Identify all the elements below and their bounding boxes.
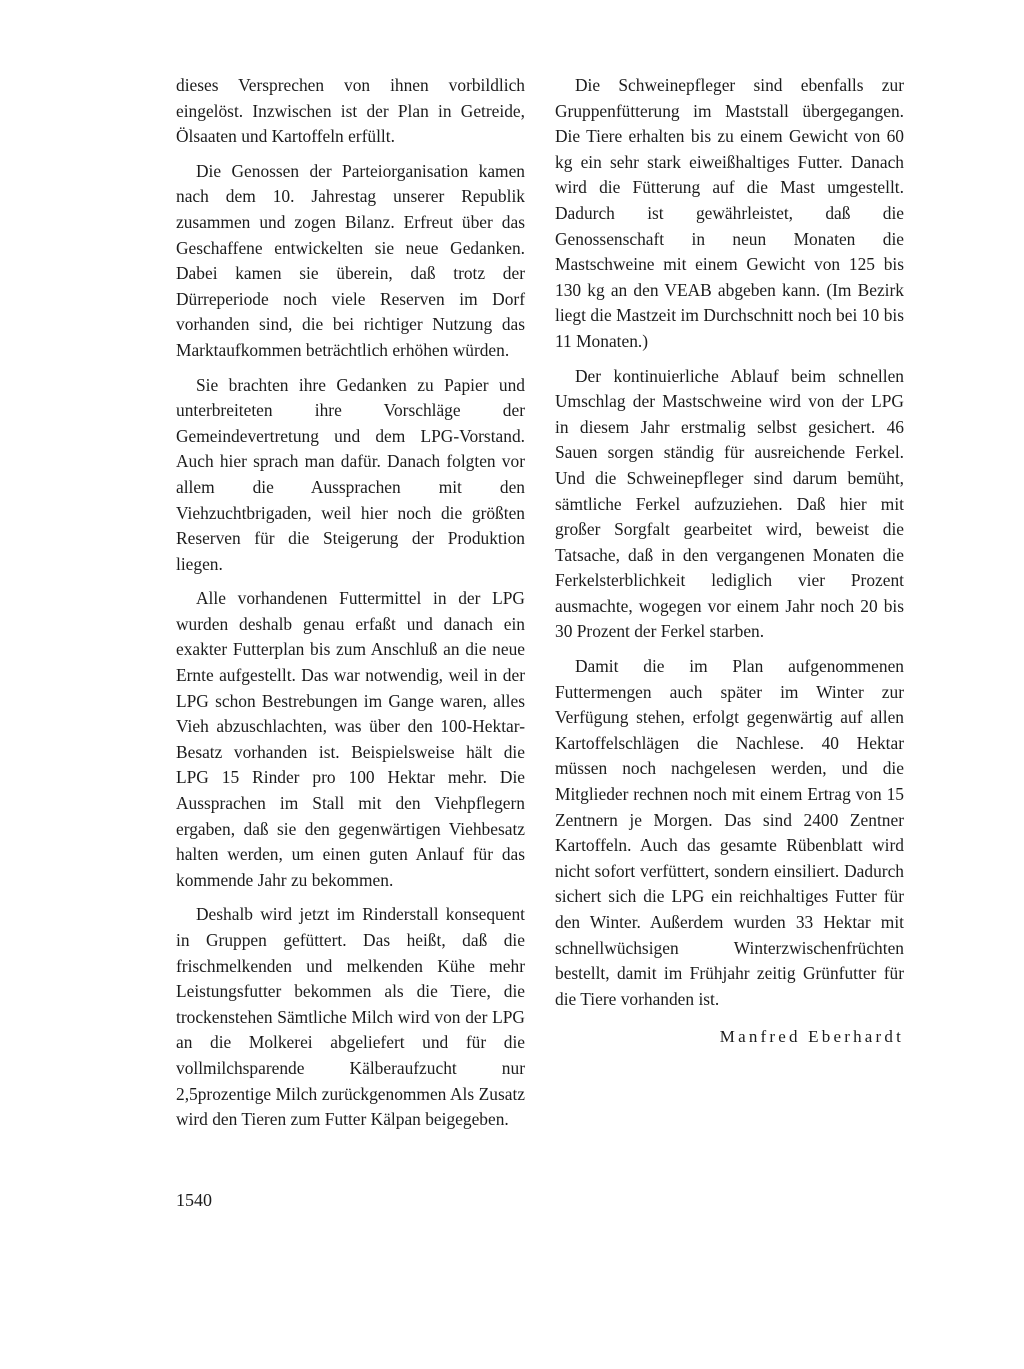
paragraph-feed-plan: Alle vorhandenen Futtermittel in der LPG wurden deshalb genau erfaßt und danach ein exakter Futterplan bis zum Anschluß an die neue Ernte aufgestellt. Das war notwendig, weil in der LPG schon Bestrebungen im Gange waren, alles Vieh abzuschlachten, was über den 100-Hektar-Besatz vorhanden ist. Beispielsweise hält die LPG 15 Rinder pro 100 Hektar mehr. Die Aussprachen im Stall mit den Viehpflegern ergaben, daß sie den gegenwärtigen Viehbesatz halten werden, um einen guten Anlauf für das kommende Jahr zu bekommen. [176, 588, 525, 890]
paragraph-continuation: dieses Versprechen von ihnen vorbildlich eingelöst. Inzwischen ist der Plan in Getreide, Ölsaaten und Kartoffeln erfüllt. [176, 75, 525, 147]
paragraph-winter-feed: Damit die im Plan aufgenommenen Futtermengen auch später im Winter zur Verfügung stehen, erfolgt gegenwärtig auf allen Kartoffelschlägen die Nachlese. 40 Hektar müssen noch nachgelesen werden, und die Mitglieder rechnen noch mit einem Ertrag von 15 Zentnern je Morgen. Das sind 2400 Zentner Kartoffeln. Auch das gesamte Rübenblatt wird nicht sofort verfüttert, sondern einsiliert. Dadurch sichert sich die LPG ein reichhaltiges Futter für den Winter. Außerdem wurden 33 Hektar mit schnellwüchsigen Winterzwischenfrüchten bestellt, damit im Frühjahr zeitig Grünfutter für die Tiere vorhanden ist. [555, 656, 904, 1009]
paragraph-pig-feeding: Die Schweinepfleger sind ebenfalls zur Gruppenfütterung im Maststall übergegangen. Die Tiere erhalten bis zu einem Gewicht von 60 kg ein sehr stark eiweißhaltiges Futter. Danach wird die Fütterung auf die Mast umgestellt. Dadurch ist gewährleistet, daß die Genossenschaft in neun Monaten die Mastschweine mit einem Gewicht von 125 bis 130 kg an den VEAB abgeben kann. (Im Bezirk liegt die Mastzeit im Durchschnitt noch bei 10 bis 11 Monaten.) [555, 75, 904, 351]
paragraph-piglet-rearing: Der kontinuierliche Ablauf beim schnellen Umschlag der Mastschweine wird von der LPG in diesem Jahr erstmalig selbst gesichert. 46 Sauen sorgen ständig für ausreichende Ferkel. Und die Schweinepfleger sind darum bemüht, sämtliche Ferkel aufzuziehen. Daß hier mit großer Sorgfalt gearbeitet wird, beweist die Tatsache, daß in den vergangenen Monaten die Ferkelsterblichkeit lediglich vier Prozent ausmachte, wogegen vor einem Jahr noch 20 bis 30 Prozent der Ferkel starben. [555, 365, 904, 642]
paragraph-proposals: Sie brachten ihre Gedanken zu Papier und unterbreiteten ihre Vorschläge der Gemeindevertretung und dem LPG-Vorstand. Auch hier sprach man dafür. Danach folgten vor allem die Aussprachen mit den Viehzuchtbrigaden, weil hier noch die größten Reserven für die Steigerung der Produktion liegen. [176, 374, 525, 574]
left-text-column [176, 73, 525, 1142]
paragraph-party-organisation: Die Genossen der Parteiorganisation kamen nach dem 10. Jahrestag unserer Republik zusammen und zogen Bilanz. Erfreut über das Geschaffene entwickelten sie neue Gedanken. Dabei kamen sie überein, daß trotz der Dürreperiode noch viele Reserven im Dorf vorhanden sind, die bei richtiger Nutzung das Marktaufkommen beträchtlich erhöhen würden. [176, 160, 525, 360]
author-signature: Manfred Eberhardt [719, 1027, 904, 1047]
paragraph-cattle-feeding: Deshalb wird jetzt im Rinderstall konsequent in Gruppen gefüttert. Das heißt, daß die frischmelkenden und melkenden Kühe mehr Leistungsfutter bekommen als die Tiere, die trockenstehen Sämtliche Milch wird von der LPG an die Molkerei abgeliefert und für die vollmilchsparende Kälberaufzucht nur 2,5prozentige Milch zurückgenommen Als Zusatz wird den Tieren zum Futter Kälpan beigegeben. [176, 904, 525, 1130]
right-text-column [555, 73, 904, 1050]
page-number: 1540 [176, 1190, 212, 1210]
